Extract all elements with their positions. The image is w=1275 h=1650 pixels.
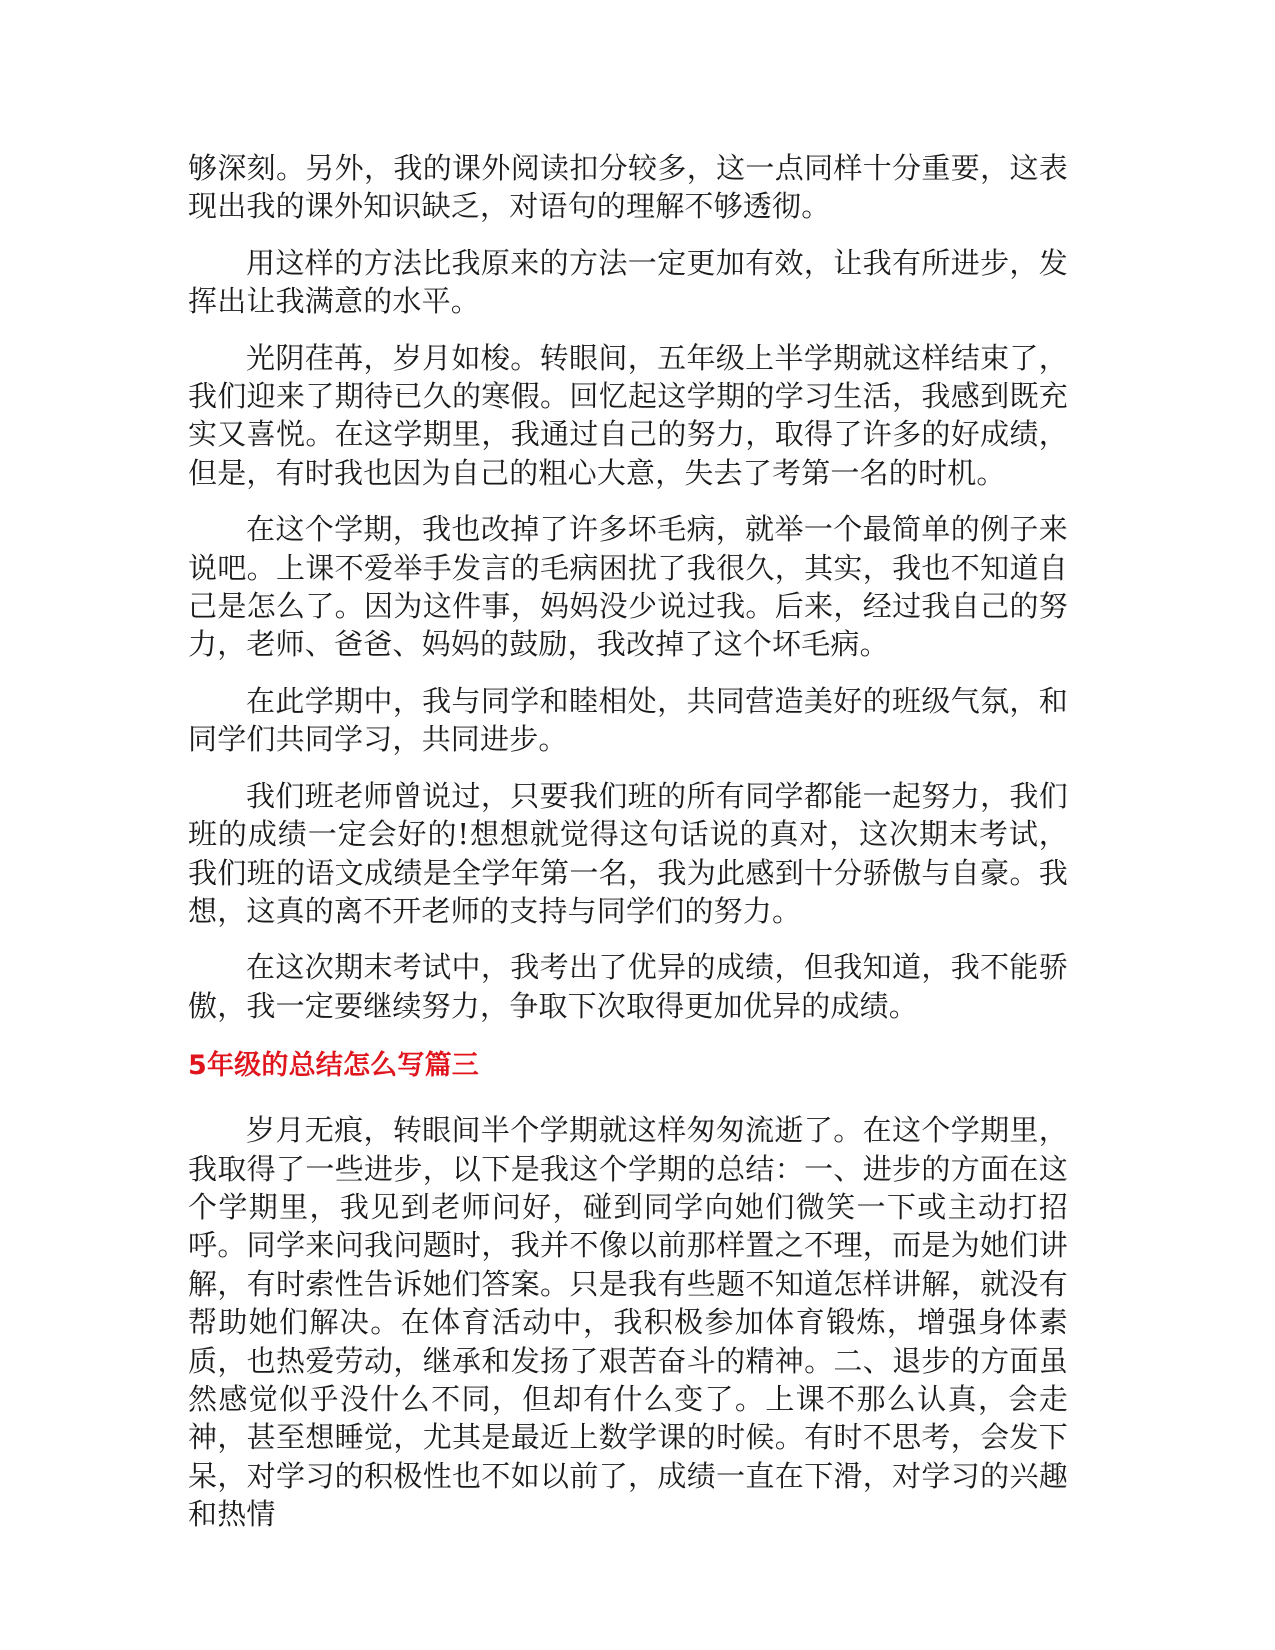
section-heading: 5年级的总结怎么写篇三	[188, 1050, 479, 1082]
paragraph-summary: 岁月无痕，转眼间半个学期就这样匆匆流逝了。在这个学期里，我取得了一些进步，以下是我这个学期的总结：一、进步的方面在这个学期里，我见到老师问好，碰到同学向她们微笑一下或主动打招呼。同学来问我问题时，我并不像以前那样置之不理，而是为她们讲解，有时索性告诉她们答案。只是我有些题不知道怎样讲解，就没有帮助她们解决。在体育活动中，我积极参加体育锻炼，增强身体素质，也热爱劳动，继承和发扬了艰苦奋斗的精神。二、退步的方面虽然感觉似乎没什么不同，但却有什么变了。上课不那么认真，会走神，甚至想睡觉，尤其是最近上数学课的时候。有时不思考，会发下呆，对学习的积极性也不如以前了，成绩一直在下滑，对学习的兴趣和热情	[188, 1113, 1068, 1532]
paragraph-teacher-said: 我们班老师曾说过，只要我们班的所有同学都能一起努力，我们班的成绩一定会好的!想想就觉得这句话说的真对，这次期末考试，我们班的语文成绩是全学年第一名，我为此感到十分骄傲与自豪。我想，这真的离不开老师的支持与同学们的努力。	[188, 778, 1068, 928]
document-body	[188, 149, 1068, 1552]
paragraph-classmates: 在此学期中，我与同学和睦相处，共同营造美好的班级气氛，和同学们共同学习，共同进步。	[188, 683, 1068, 757]
paragraph-bad-habits: 在这个学期，我也改掉了许多坏毛病，就举一个最简单的例子来说吧。上课不爱举手发言的毛病困扰了我很久，其实，我也不知道自己是怎么了。因为这件事，妈妈没少说过我。后来，经过我自己的努力，老师、爸爸、妈妈的鼓励，我改掉了这个坏毛病。	[188, 512, 1068, 662]
paragraph-final-exam: 在这次期末考试中，我考出了优异的成绩，但我知道，我不能骄傲，我一定要继续努力，争取下次取得更加优异的成绩。	[188, 950, 1068, 1023]
paragraph-semester-end: 光阴荏苒，岁月如梭。转眼间，五年级上半学期就这样结束了，我们迎来了期待已久的寒假。回忆起这学期的学习生活，我感到既充实又喜悦。在这学期里，我通过自己的努力，取得了许多的好成绩，但是，有时我也因为自己的粗心大意，失去了考第一名的时机。	[188, 340, 1068, 490]
paragraph-method: 用这样的方法比我原来的方法一定更加有效，让我有所进步，发挥出让我满意的水平。	[188, 245, 1068, 319]
paragraph-continued: 够深刻。另外，我的课外阅读扣分较多，这一点同样十分重要，这表现出我的课外知识缺乏，对语句的理解不够透彻。	[188, 151, 1068, 224]
